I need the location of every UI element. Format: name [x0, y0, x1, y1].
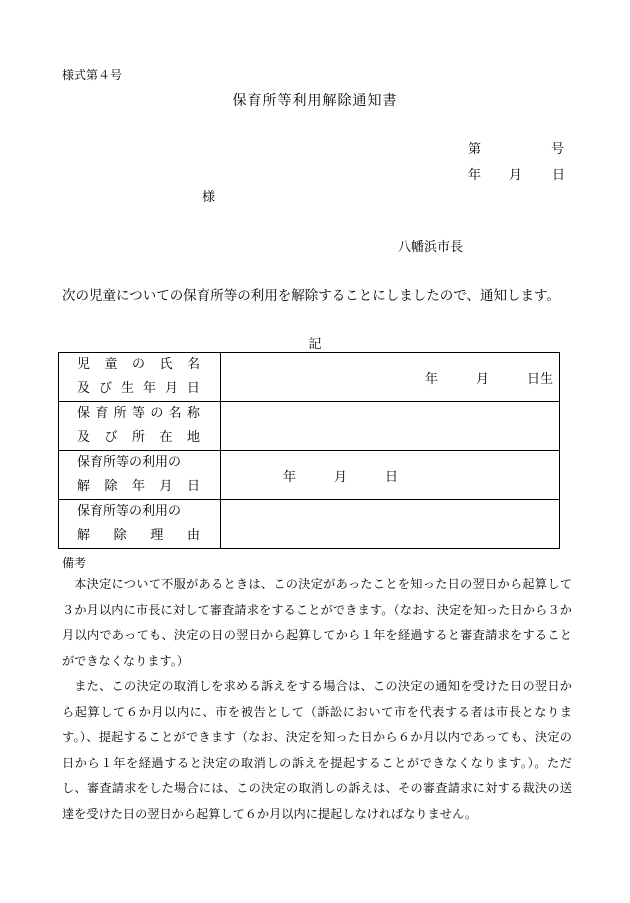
row-label-line [59, 426, 220, 450]
label-char: 日 [186, 479, 200, 494]
details-table [58, 352, 560, 549]
label-char: 地 [186, 430, 200, 445]
issue-month-label: 月 [509, 168, 523, 183]
row-label-line [59, 377, 220, 401]
remarks-paragraph: 本決定について不服があるときは、この決定があったことを知った日の翌日から起算して３か月以内に市長に対して審査請求をすることができます。（なお、決定を知った日から３か月以内であっても、決定の日の翌日から起算してから１年を経過すると審査請求をすることができなくなります。） [62, 577, 572, 668]
remarks-paragraph: また、この決定の取消しを求める訴えをする場合は、この決定の通知を受けた日の翌日から起算して６か月以内に、市を被告として（訴訟において市を代表する者は市長となります。）、提起することができます（なお、決定を知った日から６か月以内であっても、決定の日から１年を経過すると決定の取消しの訴えを提起することができなくなります。）。ただし、審査請求をした場合には、この決定の取消しの訴えは、その審査請求に対する裁決の送達を受けた日の翌日から起算して６か月以内に提起しなければなりません。 [62, 679, 572, 821]
label-char: の [150, 406, 164, 421]
label-char: 解 [77, 479, 91, 494]
termination-day-label: 日 [385, 469, 399, 485]
label-char: 在 [159, 430, 173, 445]
row-label-line [59, 451, 220, 475]
row-label-line [59, 500, 220, 524]
label-char: 育 [95, 406, 109, 421]
label-char: 月 [159, 479, 173, 494]
label-char: 生 [120, 381, 134, 396]
label-char: 年 [142, 381, 156, 396]
label-char: 氏 [159, 357, 173, 372]
remarks-body [62, 572, 572, 827]
termination-year-label: 年 [283, 469, 297, 485]
label-char: 等 [131, 406, 145, 421]
child-name-label-cell [59, 353, 221, 402]
ki-heading: 記 [308, 337, 322, 352]
table-row-termination-date [59, 451, 560, 500]
label-char: び [104, 430, 118, 445]
label-char: 所 [113, 406, 127, 421]
label-char: 除 [104, 479, 118, 494]
label-char: 除 [113, 528, 127, 543]
label-char: 由 [186, 528, 200, 543]
label-char: 理 [150, 528, 164, 543]
document-title: 保育所等利用解除通知書 [232, 93, 398, 109]
document-number-suffix: 号 [551, 142, 565, 157]
label-char: 及 [77, 430, 91, 445]
termination-month-label: 月 [334, 469, 348, 485]
child-name-value-cell[interactable] [221, 353, 560, 402]
termination-date-label-cell [59, 451, 221, 500]
label-text: 保育所等の利用の [77, 504, 182, 519]
row-label-line [59, 524, 220, 548]
issuer-name: 八幡浜市長 [398, 240, 464, 255]
row-label-line [59, 475, 220, 499]
addressee-suffix: 様 [202, 190, 216, 205]
issue-year-label: 年 [468, 168, 482, 183]
facility-label-cell [59, 402, 221, 451]
issue-date-line [468, 164, 565, 183]
label-char: 及 [77, 381, 91, 396]
termination-date-value-cell[interactable] [221, 451, 560, 500]
label-char: 月 [164, 381, 178, 396]
label-text: 保育所等の利用の [77, 455, 182, 470]
label-char: 児 [77, 357, 91, 372]
facility-value-cell[interactable] [221, 402, 560, 451]
label-char: 名 [168, 406, 182, 421]
row-label-line [59, 402, 220, 426]
label-char: 童 [104, 357, 118, 372]
table-row-termination-reason [59, 500, 560, 549]
table-row-child [59, 353, 560, 402]
label-char: 解 [77, 528, 91, 543]
intro-sentence: 次の児童についての保育所等の利用を解除することにしましたので、通知します。 [62, 288, 560, 304]
label-char: の [131, 357, 145, 372]
termination-reason-value-cell[interactable] [221, 500, 560, 549]
label-char: 称 [186, 406, 200, 421]
label-char: 所 [131, 430, 145, 445]
birth-day-label: 日生 [526, 371, 553, 387]
label-char: 年 [131, 479, 145, 494]
birth-month-label: 月 [475, 371, 489, 387]
document-number-line [468, 138, 564, 157]
label-char: び [98, 381, 112, 396]
label-char: 保 [77, 406, 91, 421]
birth-year-label: 年 [424, 371, 438, 387]
remarks-title: 備考 [62, 556, 87, 570]
label-char: 日 [186, 381, 200, 396]
issue-day-label: 日 [552, 168, 566, 183]
table-row-facility [59, 402, 560, 451]
form-number: 様式第４号 [62, 68, 123, 82]
label-char: 名 [186, 357, 200, 372]
termination-reason-label-cell [59, 500, 221, 549]
document-number-label: 第 [468, 142, 482, 157]
row-label-line [59, 353, 220, 377]
